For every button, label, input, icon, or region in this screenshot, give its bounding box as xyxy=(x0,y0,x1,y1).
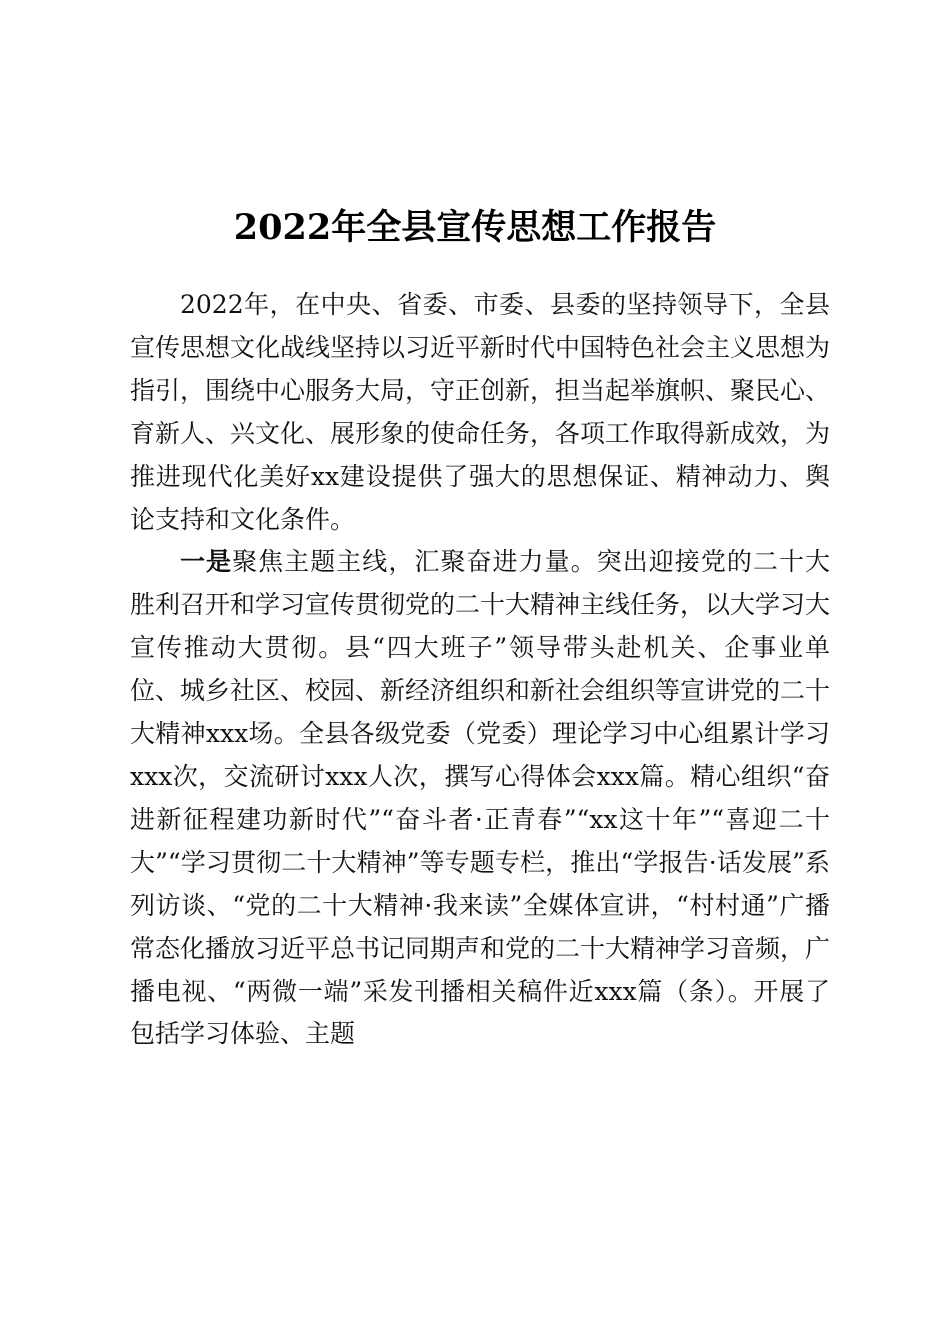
document-body xyxy=(130,284,830,1056)
paragraph-text: 聚焦主题主线，汇聚奋进力量。突出迎接党的二十大胜利召开和学习宣传贯彻党的二十大精神主线任务，以大学习大宣传推动大贯彻。县“四大班子”领导带头赴机关、企事业单位、城乡社区、校园、新经济组织和新社会组织等宣讲党的二十大精神xxx场。全县各级党委（党委）理论学习中心组累计学习xxx次，交流研讨xxx人次，撰写心得体会xxx篇。精心组织“奋进新征程建功新时代”“奋斗者·正青春”“xx这十年”“喜迎二十大”“学习贯彻二十大精神”等专题专栏，推出“学报告·话发展”系列访谈、“党的二十大精神·我来读”全媒体宣讲，“村村通”广播常态化播放习近平总书记同期声和党的二十大精神学习音频，广播电视、“两微一端”采发刊播相关稿件近xxx篇（条）。开展了包括学习体验、主题 xyxy=(130,547,831,1049)
paragraph-text: 2022年，在中央、省委、市委、县委的坚持领导下，全县宣传思想文化战线坚持以习近平新时代中国特色社会主义思想为指引，围绕中心服务大局，守正创新，担当起举旗帜、聚民心、育新人、兴文化、展形象的使命任务，各项工作取得新成效，为推进现代化美好xx建设提供了强大的思想保证、精神动力、舆论支持和文化条件。 xyxy=(130,290,831,534)
document-title: 2022年全县宣传思想工作报告 xyxy=(233,207,717,248)
paragraph-point-one xyxy=(130,541,830,1056)
paragraph-lead: 一是 xyxy=(180,547,233,577)
paragraph-intro xyxy=(130,284,830,541)
